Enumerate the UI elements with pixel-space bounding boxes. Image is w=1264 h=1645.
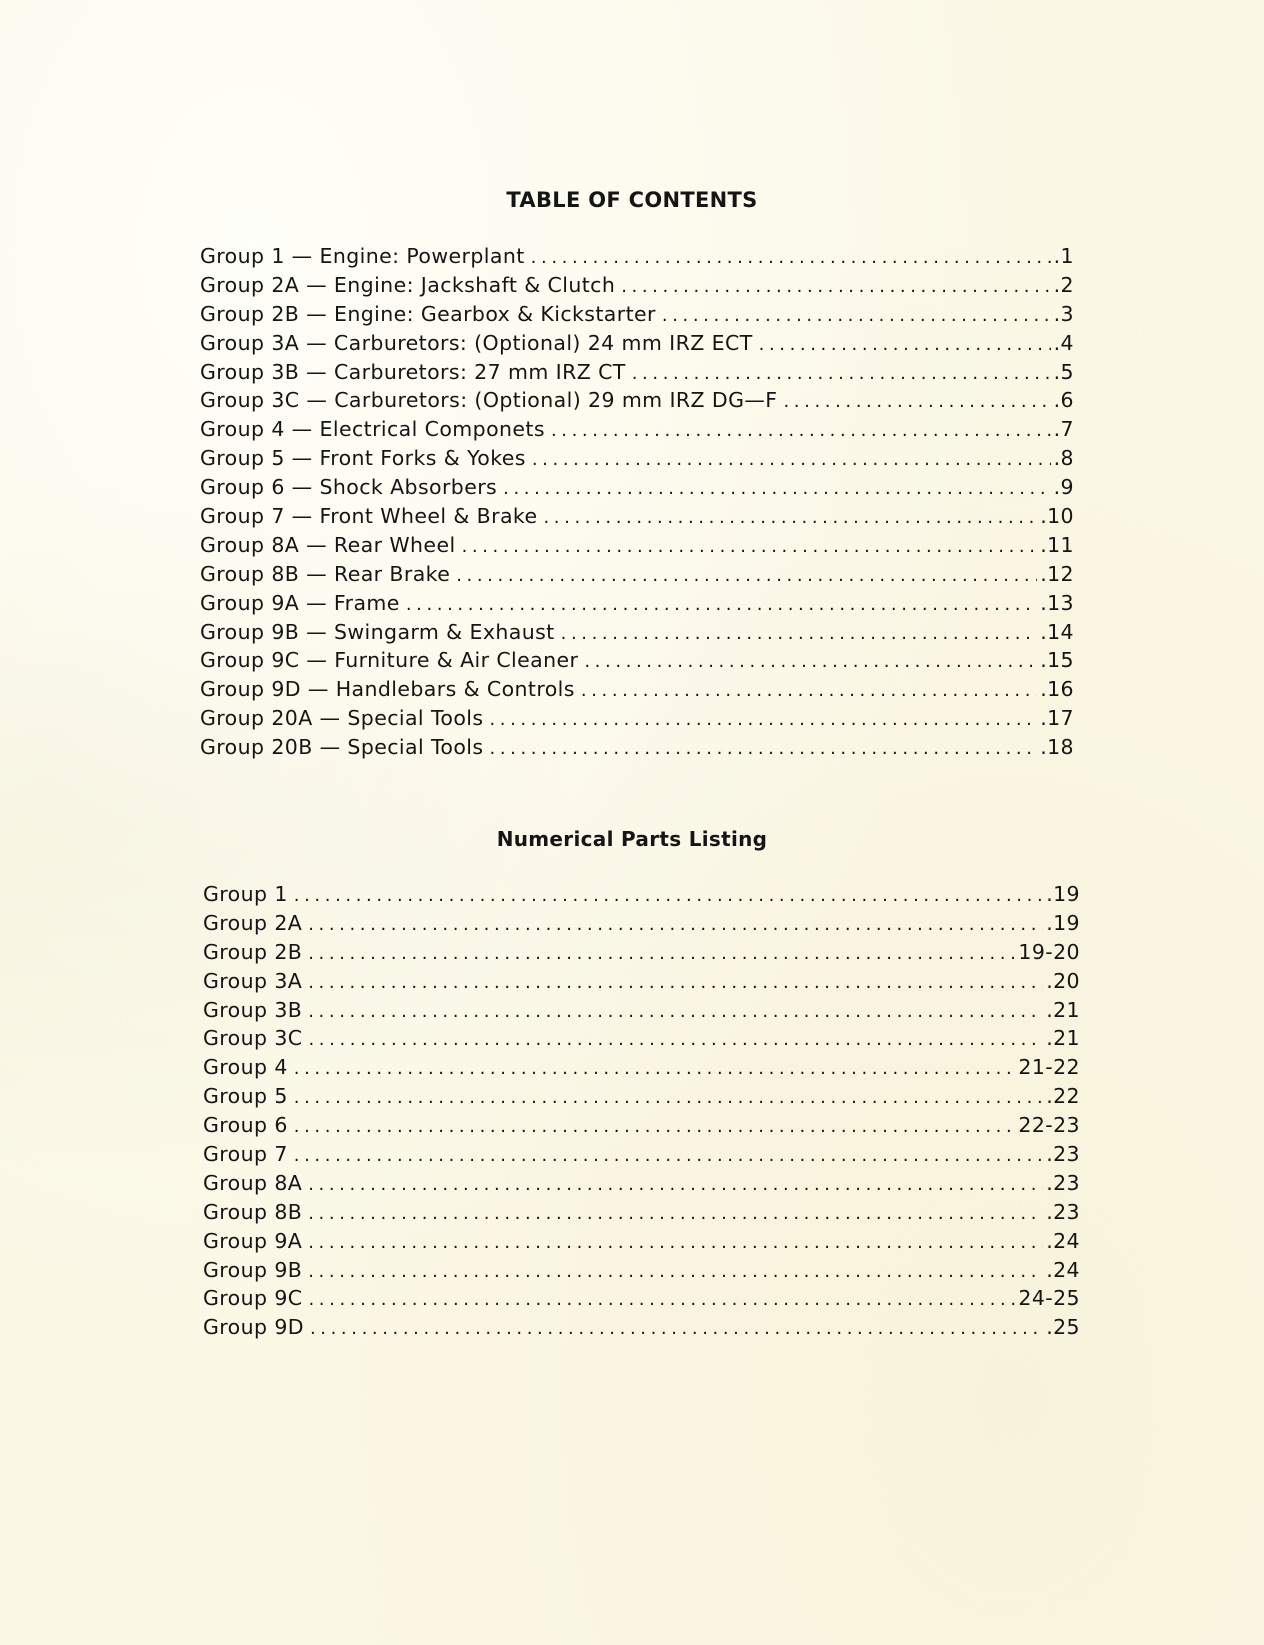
parts-entry-label: Group 3A: [203, 968, 303, 993]
toc-entry-label: Group 2B — Engine: Gearbox & Kickstarter: [200, 301, 656, 326]
parts-entry-label: Group 3B: [203, 997, 303, 1022]
dot-leader: [543, 507, 1037, 528]
toc-entry-page: .8: [1053, 446, 1074, 471]
toc-entry-page: .12: [1040, 561, 1074, 586]
toc-entry-page: .17: [1040, 706, 1074, 731]
toc-entry-label: Group 3A — Carburetors: (Optional) 24 mm IRZ ECT: [200, 330, 753, 355]
parts-entry-label: Group 3C: [203, 1026, 303, 1051]
parts-entry: [203, 1171, 1080, 1200]
toc-entry-label: Group 2A — Engine: Jackshaft & Clutch: [200, 272, 616, 297]
parts-entry-page: .19: [1046, 882, 1080, 906]
toc-entry-page: .10: [1040, 504, 1074, 529]
parts-listing-list: [203, 882, 1080, 1344]
toc-entry-label: Group 3B — Carburetors: 27 mm IRZ CT: [200, 359, 626, 384]
toc-entry: [200, 735, 1074, 764]
toc-entry-page: .11: [1040, 532, 1074, 557]
toc-entry-page: .2: [1053, 272, 1074, 297]
parts-entry-page: .23: [1046, 1170, 1080, 1195]
toc-entry-label: Group 4 — Electrical Componets: [200, 417, 545, 442]
toc-entry-label: Group 20A — Special Tools: [200, 706, 484, 731]
toc-entry: [200, 504, 1074, 533]
parts-entry-page: .23: [1046, 1199, 1080, 1224]
toc-entry-page: .9: [1053, 475, 1074, 500]
parts-entry: [203, 1258, 1080, 1287]
parts-entry-label: Group 5: [203, 1084, 288, 1109]
toc-entry: [200, 273, 1074, 302]
dot-leader: [532, 449, 1051, 470]
parts-entry-page: .23: [1046, 1142, 1080, 1167]
toc-entry-page: .6: [1053, 388, 1074, 413]
toc-entry-label: Group 6 — Shock Absorbers: [200, 475, 498, 500]
dot-leader: [308, 1232, 1043, 1253]
dot-leader: [406, 594, 1037, 615]
dot-leader: [632, 363, 1051, 384]
parts-entry-label: Group 9B: [203, 1257, 303, 1282]
toc-entry-page: .3: [1053, 301, 1074, 326]
toc-entry-page: .7: [1053, 417, 1074, 442]
parts-entry-label: Group 2A: [203, 910, 303, 935]
dot-leader: [308, 1174, 1043, 1195]
parts-entry: [203, 1286, 1080, 1315]
dot-leader: [308, 1203, 1043, 1224]
toc-entry-page: .14: [1040, 619, 1074, 644]
parts-entry: [203, 911, 1080, 940]
parts-entry-page: 19-20: [1018, 939, 1080, 964]
parts-entry: [203, 1084, 1080, 1113]
toc-entry-page: .5: [1053, 359, 1074, 384]
parts-entry: [203, 1315, 1080, 1344]
parts-listing-title: Numerical Parts Listing: [496, 827, 768, 851]
toc-entry-label: Group 9D — Handlebars & Controls: [200, 677, 575, 702]
toc-entry-page: .18: [1040, 735, 1074, 760]
parts-entry: [203, 1113, 1080, 1142]
parts-entry-label: Group 9C: [203, 1286, 303, 1311]
parts-entry-label: Group 9A: [203, 1228, 303, 1253]
dot-leader: [294, 1087, 1043, 1108]
toc-entry: [200, 562, 1074, 591]
parts-entry-label: Group 9D: [203, 1315, 304, 1340]
parts-entry: [203, 1229, 1080, 1258]
parts-entry-page: .21: [1046, 1026, 1080, 1051]
dot-leader: [490, 738, 1038, 759]
dot-leader: [489, 709, 1037, 730]
dot-leader: [581, 680, 1037, 701]
parts-entry: [203, 1142, 1080, 1171]
toc-entry-label: Group 9C — Furniture & Air Cleaner: [200, 648, 579, 673]
parts-entry: [203, 882, 1080, 911]
dot-leader: [308, 1001, 1043, 1022]
dot-leader: [783, 391, 1050, 412]
parts-entry-label: Group 7: [203, 1142, 288, 1167]
dot-leader: [308, 1289, 1015, 1310]
dot-leader: [662, 305, 1051, 326]
toc-entry-page: .16: [1040, 677, 1074, 702]
toc-entry-label: Group 3C — Carburetors: (Optional) 29 mm IRZ DG—F: [200, 388, 778, 413]
dot-leader: [584, 651, 1037, 672]
parts-entry: [203, 998, 1080, 1027]
parts-entry-page: .22: [1046, 1084, 1080, 1109]
parts-entry-page: .20: [1046, 968, 1080, 993]
parts-entry-page: 24-25: [1018, 1286, 1080, 1311]
dot-leader: [294, 1116, 1016, 1137]
dot-leader: [308, 943, 1015, 964]
parts-entry-page: .21: [1046, 997, 1080, 1022]
toc-entry: [200, 677, 1074, 706]
toc-entry-label: Group 8A — Rear Wheel: [200, 532, 456, 557]
parts-entry-label: Group 1: [203, 882, 288, 906]
toc-entry: [200, 244, 1074, 273]
toc-entry: [200, 360, 1074, 389]
toc-entry-label: Group 9A — Frame: [200, 590, 400, 615]
parts-entry: [203, 940, 1080, 969]
toc-list: [200, 244, 1074, 764]
toc-entry-label: Group 9B — Swingarm & Exhaust: [200, 619, 555, 644]
dot-leader: [308, 1029, 1043, 1050]
dot-leader: [308, 914, 1043, 935]
toc-entry: [200, 591, 1074, 620]
toc-entry-page: .15: [1040, 648, 1074, 673]
toc-entry: [200, 620, 1074, 649]
dot-leader: [462, 536, 1038, 557]
toc-entry-label: Group 7 — Front Wheel & Brake: [200, 504, 538, 529]
toc-entry: [200, 648, 1074, 677]
dot-leader: [759, 334, 1051, 355]
toc-entry-label: Group 1 — Engine: Powerplant: [200, 244, 525, 268]
dot-leader: [308, 972, 1043, 993]
parts-entry: [203, 1055, 1080, 1084]
parts-entry: [203, 1026, 1080, 1055]
parts-entry-page: 21-22: [1018, 1055, 1080, 1080]
parts-entry-page: .24: [1046, 1257, 1080, 1282]
dot-leader: [294, 885, 1043, 906]
toc-entry: [200, 302, 1074, 331]
dot-leader: [308, 1261, 1043, 1282]
parts-entry-label: Group 8A: [203, 1170, 303, 1195]
parts-entry: [203, 969, 1080, 998]
dot-leader: [621, 276, 1050, 297]
dot-leader: [294, 1145, 1043, 1166]
toc-entry: [200, 331, 1074, 360]
toc-entry: [200, 533, 1074, 562]
parts-entry-page: .24: [1046, 1228, 1080, 1253]
toc-entry-label: Group 5 — Front Forks & Yokes: [200, 446, 526, 471]
parts-entry-label: Group 4: [203, 1055, 288, 1080]
dot-leader: [561, 623, 1038, 644]
toc-entry: [200, 417, 1074, 446]
toc-entry: [200, 446, 1074, 475]
parts-entry-label: Group 8B: [203, 1199, 303, 1224]
parts-entry: [203, 1200, 1080, 1229]
toc-title: TABLE OF CONTENTS: [506, 188, 758, 212]
parts-entry-page: .25: [1046, 1315, 1080, 1340]
parts-entry-page: 22-23: [1018, 1113, 1080, 1138]
toc-entry-label: Group 8B — Rear Brake: [200, 561, 451, 586]
parts-entry-label: Group 2B: [203, 939, 303, 964]
toc-entry: [200, 706, 1074, 735]
toc-entry-page: .13: [1040, 590, 1074, 615]
dot-leader: [310, 1318, 1043, 1339]
toc-entry: [200, 475, 1074, 504]
dot-leader: [531, 247, 1051, 268]
parts-entry-page: .19: [1046, 910, 1080, 935]
toc-entry-page: .4: [1053, 330, 1074, 355]
dot-leader: [456, 565, 1037, 586]
dot-leader: [551, 420, 1051, 441]
toc-entry: [200, 388, 1074, 417]
toc-entry-label: Group 20B — Special Tools: [200, 735, 484, 760]
dot-leader: [294, 1058, 1016, 1079]
dot-leader: [503, 478, 1051, 499]
parts-entry-label: Group 6: [203, 1113, 288, 1138]
toc-entry-page: .1: [1053, 244, 1074, 268]
